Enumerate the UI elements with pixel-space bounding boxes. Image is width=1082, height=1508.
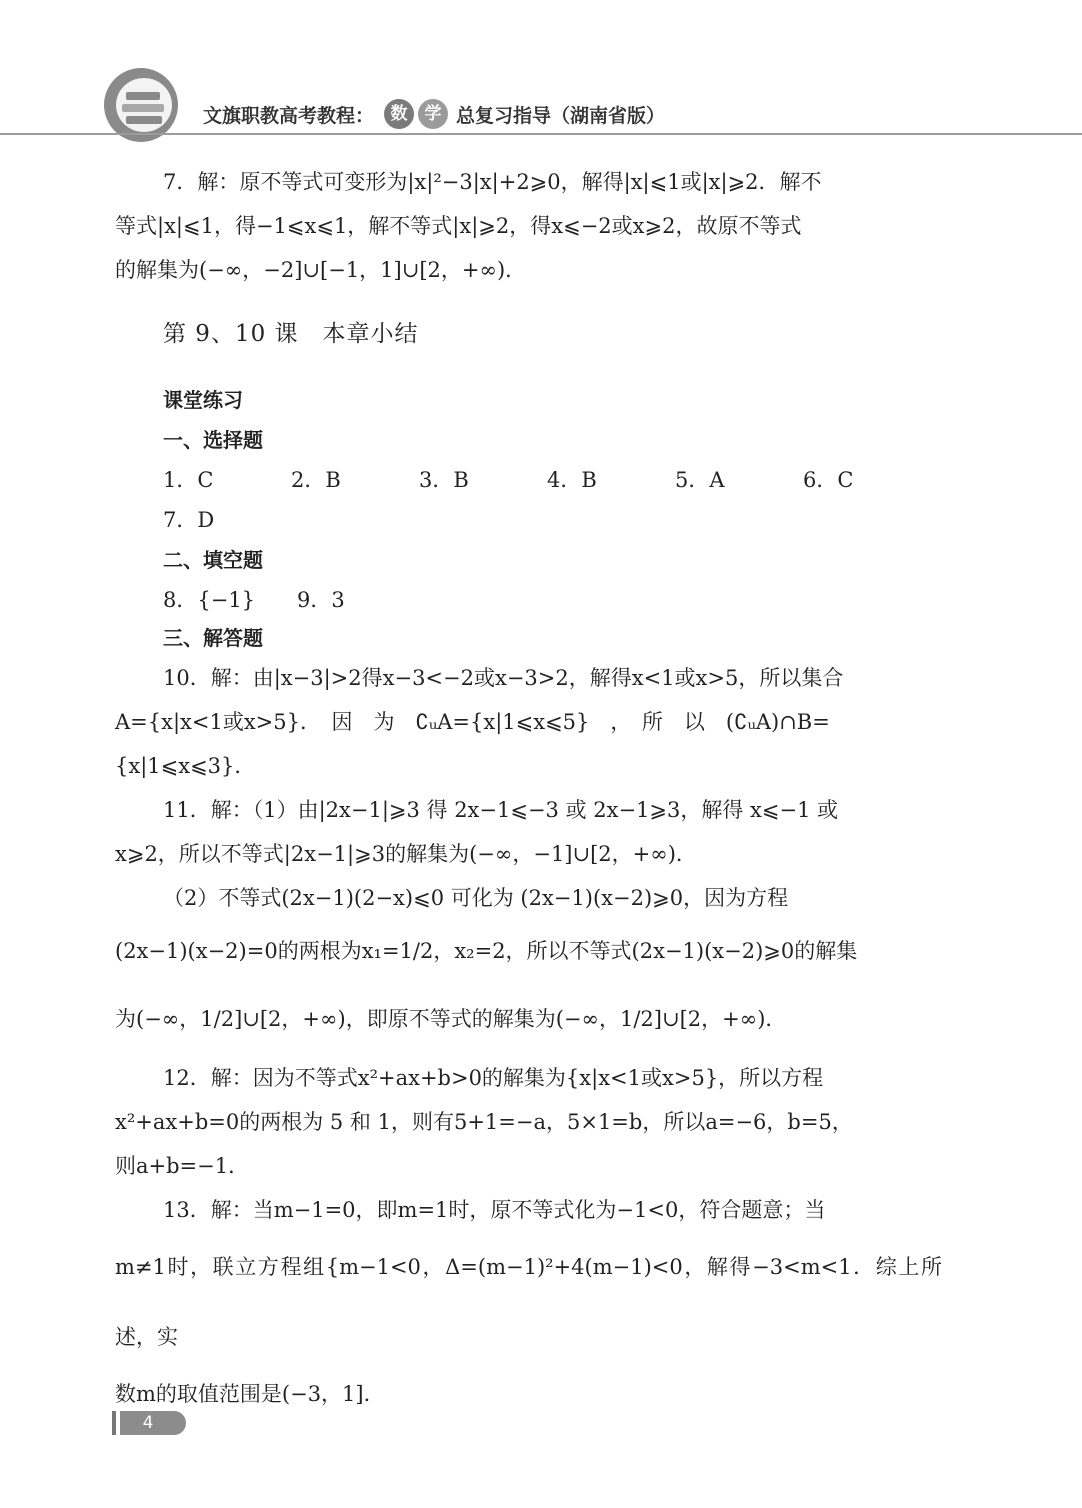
- choice-answer: 4．B: [547, 468, 597, 492]
- q7-line-1: 7．解：原不等式可变形为|x|²−3|x|+2⩾0，解得|x|⩽1或|x|⩾2．解不: [163, 170, 822, 194]
- q11-line-1: 11．解：（1）由|2x−1|⩾3 得 2x−1⩽−3 或 2x−1⩾3，解得 x⩽−1 或: [163, 798, 839, 822]
- page-number-badge: [112, 1411, 186, 1435]
- page-content: [115, 160, 942, 1416]
- q12-line-3: 则a+b=−1．: [115, 1154, 250, 1178]
- q13-line-2: m≠1时，联立方程组{m−1<0，Δ=(m−1)²+4(m−1)<0，解得−3<m<1．综上所述，实: [115, 1255, 942, 1349]
- q11-line-4: (2x−1)(x−2)=0的两根为x₁=1/2，x₂=2，所以不等式(2x−1)(x−2)⩾0的解集: [115, 939, 858, 963]
- page-number: 4: [120, 1411, 186, 1435]
- q11-line-2: x⩾2，所以不等式|2x−1|⩾3的解集为(−∞，−1]∪[2，+∞)．: [115, 842, 697, 866]
- q11-line-5: 为(−∞，1/2]∪[2，+∞)，即原不等式的解集为(−∞，1/2]∪[2，+∞)．: [115, 1007, 787, 1031]
- fill-answer: 8．{−1} 9．3: [163, 588, 345, 612]
- choice-answer: 3．B: [419, 468, 469, 492]
- choice-answer: 7．D: [163, 508, 215, 532]
- choice-answer: 1．C: [163, 468, 214, 492]
- subject-badge-2: 学: [418, 99, 448, 129]
- choice-answers-row-2: [115, 500, 942, 540]
- q12-line-2: x²+ax+b=0的两根为 5 和 1，则有5+1=−a，5×1=b，所以a=−6，b=5，: [115, 1110, 853, 1134]
- q11-line-3: （2）不等式(2x−1)(2−x)⩽0 可化为 (2x−1)(x−2)⩾0，因为方程: [163, 886, 789, 910]
- q10-line-3: {x|1⩽x⩽3}．: [115, 754, 256, 778]
- choice-answer: 6．C: [803, 468, 854, 492]
- q7-line-3: 的解集为(−∞，−2]∪[−1，1]∪[2，+∞)．: [115, 258, 527, 282]
- lesson-title: 第 9、10 课 本章小结: [163, 321, 419, 347]
- section-solve: 三、解答题: [163, 626, 263, 650]
- choice-answer: 5．A: [675, 468, 725, 492]
- q10-line-1: 10．解：由|x−3|>2得x−3<−2或x−3>2，解得x<1或x>5，所以集合: [163, 666, 844, 690]
- q10-line-2: A={x|x<1或x>5}． 因 为 ∁ᵤA={x|1⩽x⩽5} ， 所 以 (∁ᵤA)∩B=: [115, 710, 830, 734]
- page-header: [0, 0, 1082, 150]
- header-title: [203, 98, 665, 130]
- choice-answers: [115, 460, 942, 500]
- q7-line-2: 等式|x|⩽1，得−1⩽x⩽1，解不等式|x|⩾2，得x⩽−2或x⩾2，故原不等式: [115, 214, 802, 238]
- section-practice: 课堂练习: [163, 388, 243, 412]
- header-title-prefix: 文旗职教高考教程：: [203, 104, 375, 127]
- header-divider: [0, 133, 1082, 135]
- q12-line-1: 12．解：因为不等式x²+ax+b>0的解集为{x|x<1或x>5}，所以方程: [163, 1066, 824, 1090]
- choice-answer: 2．B: [291, 468, 341, 492]
- subject-badge-1: 数: [384, 99, 414, 129]
- section-choice: 一、选择题: [163, 428, 263, 452]
- header-title-suffix: 总复习指导（湖南省版）: [456, 104, 666, 127]
- q13-line-3: 数m的取值范围是(−3，1]．: [115, 1382, 385, 1406]
- fill-answers: [115, 580, 942, 620]
- book-logo-icon: [104, 68, 178, 142]
- q13-line-1: 13．解：当m−1=0，即m=1时，原不等式化为−1<0，符合题意；当: [163, 1198, 826, 1222]
- section-fill: 二、填空题: [163, 548, 263, 572]
